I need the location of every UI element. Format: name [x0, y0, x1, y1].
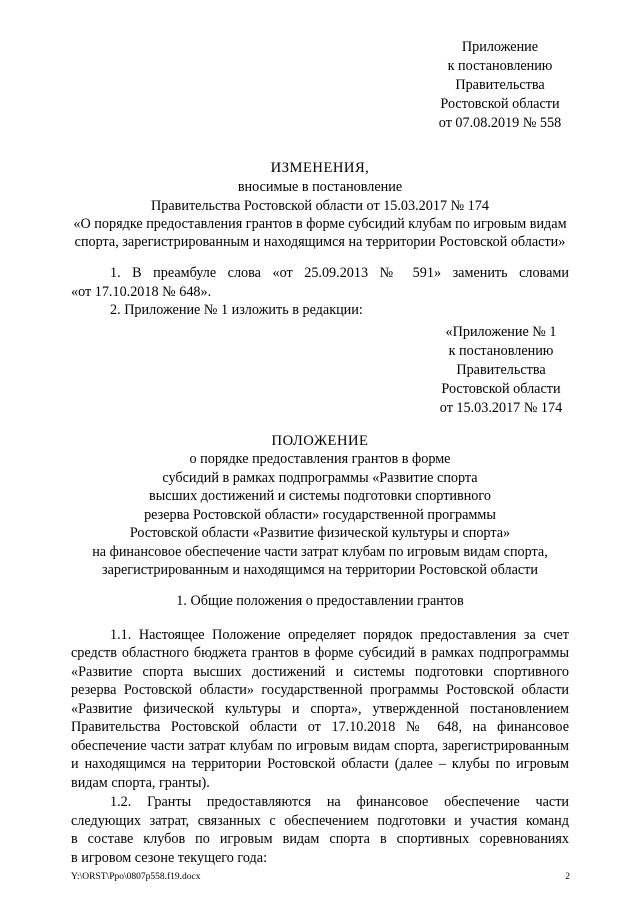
para-1-2-line: в игровом сезоне текущего года: [71, 850, 268, 866]
appendix-header-line: к постановлению [447, 58, 553, 74]
para-1-1-line: «Развитие спорта высших достижений и системы подготовки спортивного [71, 664, 569, 680]
changes-subtitle-line: Правительства Ростовской области от 15.03.2017 № 174 [151, 198, 489, 214]
para-1-1-line: «Развитие физической культуры и спорта», утвержденной постановлением [71, 701, 569, 717]
item-1-line: «от 17.10.2018 № 648». [71, 284, 212, 300]
appendix-header-line: Приложение [461, 39, 539, 55]
para-1-1-line: и находящимся на территории Ростовской области (далее – клубы по игровым [71, 756, 569, 772]
regulation-subtitle-line: на финансовое обеспечение части затрат клубам по игровым видам спорта, [92, 544, 548, 560]
changes-title: ИЗМЕНЕНИЯ, [270, 160, 370, 176]
regulation-subtitle-line: резерва Ростовской области» государственной программы [144, 507, 496, 523]
annex-header-line: к постановлению [448, 343, 554, 359]
regulation-subtitle-line: о порядке предоставления грантов в форме [189, 451, 451, 467]
annex-header-line: от 15.03.2017 № 174 [439, 400, 563, 416]
annex-header-line: Ростовской области [441, 381, 561, 397]
changes-subtitle-line: «О порядке предоставления грантов в форме субсидий клубам по игровым видам [73, 216, 567, 232]
para-1-1-line: видам спорта, гранты). [71, 775, 210, 791]
regulation-title: ПОЛОЖЕНИЕ [271, 433, 369, 449]
changes-subtitle-line: спорта, зарегистрированным и находящимся на территории Ростовской области» [74, 234, 566, 250]
item-1-line: 1. В преамбуле слова «от 25.09.2013 № 591» заменить словами [110, 265, 569, 281]
annex-header-line: Правительства [456, 362, 546, 378]
para-1-2-line: следующих затрат, связанных с обеспечением подготовки и участия команд [71, 813, 569, 829]
para-1-2-line: 1.2. Гранты предоставляются на финансовое обеспечение части [110, 794, 569, 810]
para-1-1-line: обеспечение части затрат клубам по игровым видам спорта, зарегистрированным [71, 738, 569, 754]
annex-header-line: «Приложение № 1 [445, 324, 557, 340]
para-1-2-line: в составе клубов по игровым видам спорта в спортивных соревнованиях [71, 831, 569, 847]
appendix-header-line: Правительства [455, 77, 545, 93]
page-number: 2 [565, 872, 570, 882]
changes-subtitle-line: вносимые в постановление [237, 179, 403, 195]
appendix-header-line: от 07.08.2019 № 558 [438, 115, 562, 131]
section-1-title: 1. Общие положения о предоставлении грантов [176, 593, 464, 609]
regulation-subtitle-line: высших достижений и системы подготовки спортивного [149, 488, 491, 504]
appendix-header-line: Ростовской области [440, 96, 560, 112]
regulation-subtitle-line: субсидий в рамках подпрограммы «Развитие спорта [162, 470, 478, 486]
para-1-1-line: резерва Ростовской области» государственной программы Ростовской области [71, 682, 569, 698]
item-2: 2. Приложение № 1 изложить в редакции: [110, 302, 363, 318]
footer-file-path: Y:\ORST\Ppo\0807p558.f19.docx [71, 872, 201, 882]
para-1-1-line: Правительства Ростовской области от 17.10.2018 № 648, на финансовое [71, 719, 569, 735]
regulation-subtitle-line: зарегистрированным и находящимся на территории Ростовской области [102, 562, 538, 578]
regulation-subtitle-line: Ростовской области «Развитие физической культуры и спорта» [129, 525, 511, 541]
para-1-1-line: 1.1. Настоящее Положение определяет порядок предоставления за счет [110, 627, 569, 643]
para-1-1-line: средств областного бюджета грантов в форме субсидий в рамках подпрограммы [71, 645, 569, 661]
